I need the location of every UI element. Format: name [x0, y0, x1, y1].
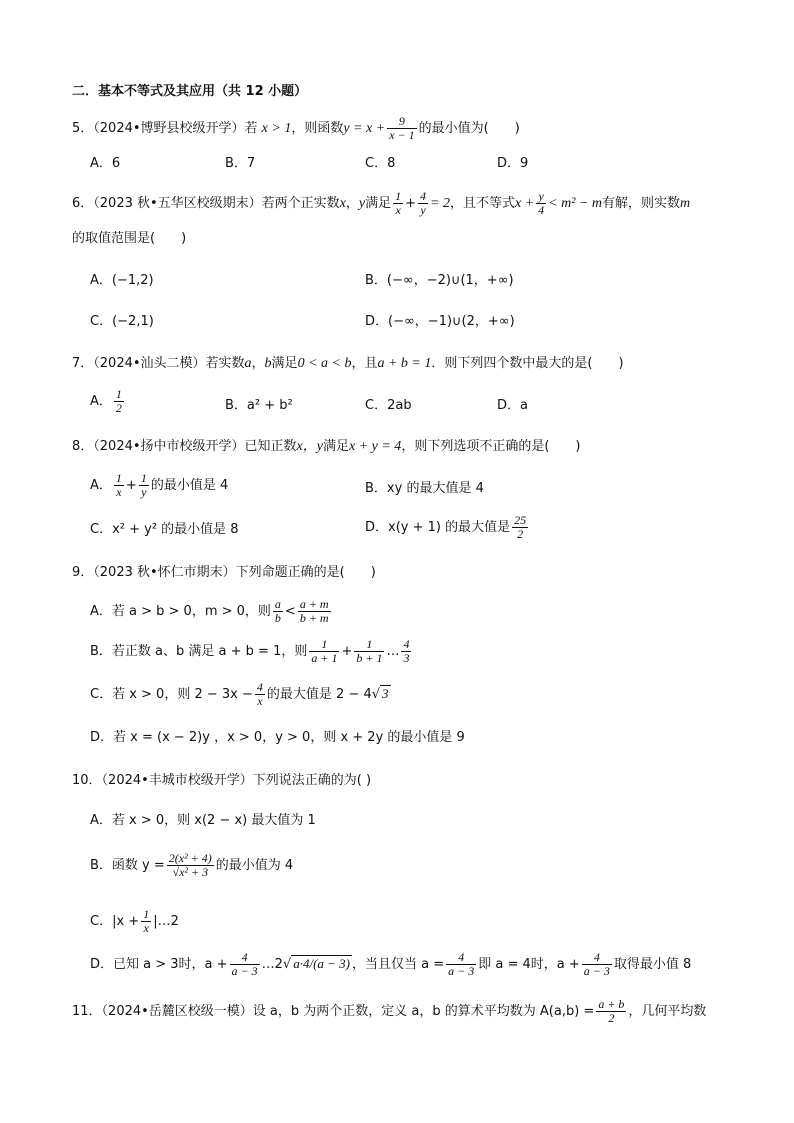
q8-option-a: A． $\frac{1}{x}$ + $\frac{1}{y}$ 的最小值是 4: [90, 471, 229, 499]
q8-option-d: D．x(y + 1) 的最大值是 $\frac{25}{2}$: [365, 513, 527, 541]
q5-suffix: 的最小值为( ): [418, 121, 520, 136]
q5-option-a: A．6: [90, 156, 121, 171]
q6-option-b: B．(−∞，−2)∪(1，+∞): [365, 273, 514, 288]
q10-option-c: C．|x + $\frac{1}{x}$ |…2: [90, 907, 179, 935]
q6-option-a: A．(−1,2): [90, 273, 154, 288]
question-10: 10．（2024•丰城市校级开学）下列说法正确的为( ): [72, 773, 372, 788]
q5-mid: ，则函数: [291, 121, 344, 136]
q6-fraction-2: $\frac{4}{y}$: [420, 189, 427, 217]
q5-func: y = x +: [343, 121, 386, 136]
q6-fraction-3: $\frac{y}{4}$: [538, 189, 545, 217]
question-11: 11．（2024•岳麓区校级一模）设 a，b 为两个正数，定义 a，b 的算术平均数为 A(a,b) = $\frac{a + b}{2}$ ，几何平均数: [72, 997, 707, 1025]
question-5: [72, 115, 520, 142]
q6-option-c: C．(−2,1): [90, 314, 154, 329]
question-6: 6．（2023 秋•五华区校级期末）若两个正实数x，y满足 $\frac{1}{x}$ + $\frac{4}{y}$ = 2，且不等式x + $\frac{y}{4}$ < m² − m有解，则实数m: [72, 189, 691, 217]
q5-option-b: B．7: [225, 156, 256, 171]
q5-prefix: 5．（2024•博野县校级开学）若: [72, 121, 258, 136]
q9-option-c: C．若 x > 0，则 2 − 3x − $\frac{4}{x}$ 的最大值是 2 − 4√ 3: [90, 680, 389, 708]
q10-option-a: A．若 x > 0，则 x(2 − x) 最大值为 1: [90, 813, 316, 828]
q9-option-a: A．若 a > b > 0，m > 0，则 $\frac{a}{b}$ < $\frac{a + m}{b + m}$: [90, 597, 329, 625]
q7-option-d: D．a: [497, 398, 528, 413]
question-9: 9．（2023 秋•怀仁市期末）下列命题正确的是( ): [72, 565, 376, 580]
q5-cond: x > 1: [261, 121, 292, 136]
q7-option-c: C．2ab: [365, 398, 412, 413]
q9-option-b: B．若正数 a、b 满足 a + b = 1，则 $\frac{1}{a + 1}$ + $\frac{1}{b + 1}$ … $\frac{4}{3}$: [90, 637, 410, 665]
q5-option-c: C．8: [365, 156, 396, 171]
q6-line2: 的取值范围是( ): [72, 231, 187, 246]
q5-option-d: D．9: [497, 156, 529, 171]
q6-option-d: D．(−∞，−1)∪(2，+∞): [365, 314, 515, 329]
q7-option-a: A． $\frac{1}{2}$: [90, 387, 122, 415]
q9-option-d: D．若 x = (x − 2)y ，x > 0，y > 0，则 x + 2y 的最小值是 9: [90, 730, 465, 745]
question-7: 7．（2024•汕头二模）若实数a，b满足0 < a < b，且a + b = 1．则下列四个数中最大的是( ): [72, 356, 624, 371]
question-8: 8．（2024•扬中市校级开学）已知正数x，y满足x + y = 4，则下列选项不正确的是( ): [72, 439, 581, 454]
q5-fraction: $\frac{9}{x - 1}$: [389, 114, 415, 142]
q10-option-d: D．已知 a > 3时，a + $\frac{4}{a - 3}$ …2√ a·4/(a − 3) ，当且仅当 a = $\frac{4}{a - 3}$ 即 a = 4时，a + $\frac{4}{a - 3}$ 取得最小值 8: [90, 950, 692, 978]
q6-fraction-1: $\frac{1}{x}$: [395, 189, 402, 217]
q10-option-b: B．函数 y = $\frac{\text{2(x² + 4)}}{\text{√x² + 3}}$ 的最小值为 4: [90, 851, 294, 879]
q7-option-b: B．a² + b²: [225, 398, 293, 413]
q8-option-c: C．x² + y² 的最小值是 8: [90, 522, 239, 537]
q8-option-b: B．xy 的最大值是 4: [365, 481, 484, 496]
section-title: 二．基本不等式及其应用（共 12 小题）: [72, 84, 308, 99]
